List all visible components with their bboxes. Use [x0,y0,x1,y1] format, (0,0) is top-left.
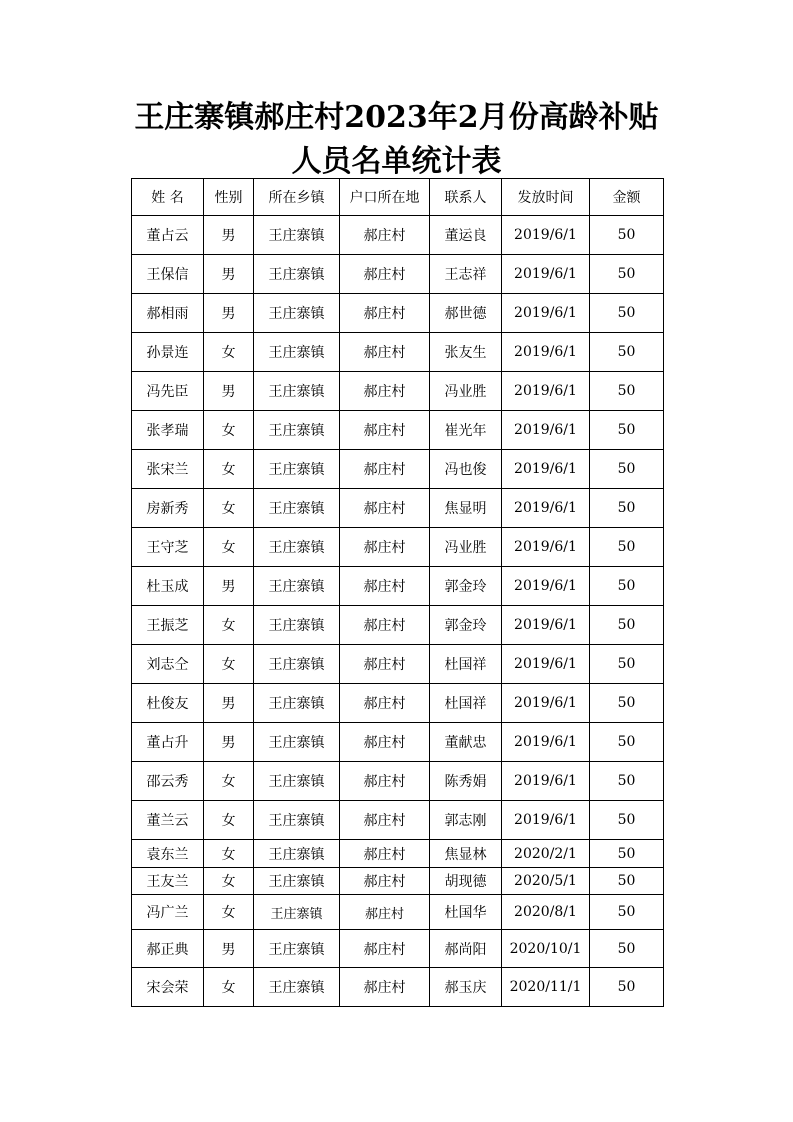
cell-gender: 男 [204,567,254,606]
cell-issue-date: 2019/6/1 [502,411,590,450]
cell-household: 郝庄村 [340,567,430,606]
cell-amount: 50 [590,645,664,684]
cell-town: 王庄寨镇 [254,489,340,528]
cell-household: 郝庄村 [340,255,430,294]
header-household-registration: 户口所在地 [340,179,430,216]
cell-name: 董兰云 [132,801,204,840]
cell-gender: 女 [204,840,254,868]
table-row [132,930,664,968]
cell-town: 王庄寨镇 [254,450,340,489]
cell-contact: 董献忠 [430,723,502,762]
cell-household: 郝庄村 [340,868,430,895]
cell-gender: 女 [204,528,254,567]
cell-gender: 女 [204,895,254,930]
cell-issue-date: 2020/8/1 [502,895,590,930]
cell-town: 王庄寨镇 [254,968,340,1007]
cell-town: 王庄寨镇 [254,567,340,606]
cell-issue-date: 2019/6/1 [502,294,590,333]
cell-town: 王庄寨镇 [254,801,340,840]
cell-town: 王庄寨镇 [254,868,340,895]
cell-contact: 王志祥 [430,255,502,294]
cell-town: 王庄寨镇 [254,645,340,684]
cell-contact: 郝玉庆 [430,968,502,1007]
cell-amount: 50 [590,489,664,528]
cell-issue-date: 2020/11/1 [502,968,590,1007]
cell-amount: 50 [590,606,664,645]
cell-household: 郝庄村 [340,930,430,968]
cell-amount: 50 [590,801,664,840]
table-row [132,606,664,645]
cell-household: 郝庄村 [340,840,430,868]
cell-issue-date: 2019/6/1 [502,489,590,528]
cell-household: 郝庄村 [340,895,430,930]
cell-issue-date: 2019/6/1 [502,606,590,645]
cell-name: 王保信 [132,255,204,294]
cell-amount: 50 [590,567,664,606]
cell-issue-date: 2019/6/1 [502,684,590,723]
cell-amount: 50 [590,450,664,489]
cell-gender: 女 [204,968,254,1007]
cell-household: 郝庄村 [340,723,430,762]
cell-household: 郝庄村 [340,801,430,840]
cell-issue-date: 2019/6/1 [502,528,590,567]
cell-issue-date: 2019/6/1 [502,645,590,684]
cell-gender: 女 [204,645,254,684]
cell-name: 张宋兰 [132,450,204,489]
cell-gender: 女 [204,489,254,528]
table-header-row [132,179,664,216]
cell-gender: 女 [204,868,254,895]
table-row [132,567,664,606]
cell-name: 房新秀 [132,489,204,528]
cell-issue-date: 2019/6/1 [502,333,590,372]
header-town: 所在乡镇 [254,179,340,216]
cell-amount: 50 [590,294,664,333]
cell-issue-date: 2020/5/1 [502,868,590,895]
table-row [132,294,664,333]
table-row [132,528,664,567]
cell-town: 王庄寨镇 [254,333,340,372]
cell-gender: 男 [204,216,254,255]
cell-town: 王庄寨镇 [254,723,340,762]
cell-household: 郝庄村 [340,372,430,411]
cell-town: 王庄寨镇 [254,411,340,450]
cell-household: 郝庄村 [340,450,430,489]
table-row [132,868,664,895]
cell-gender: 男 [204,684,254,723]
table-row [132,840,664,868]
table-row [132,762,664,801]
cell-name: 杜俊友 [132,684,204,723]
cell-name: 杜玉成 [132,567,204,606]
cell-amount: 50 [590,684,664,723]
cell-issue-date: 2019/6/1 [502,372,590,411]
cell-contact: 冯业胜 [430,372,502,411]
cell-amount: 50 [590,372,664,411]
cell-town: 王庄寨镇 [254,930,340,968]
cell-issue-date: 2019/6/1 [502,216,590,255]
cell-contact: 郭金玲 [430,567,502,606]
cell-contact: 董运良 [430,216,502,255]
cell-town: 王庄寨镇 [254,684,340,723]
cell-gender: 女 [204,762,254,801]
cell-name: 王守芝 [132,528,204,567]
cell-issue-date: 2019/6/1 [502,450,590,489]
cell-name: 刘志仝 [132,645,204,684]
cell-household: 郝庄村 [340,411,430,450]
cell-issue-date: 2019/6/1 [502,723,590,762]
cell-contact: 崔光年 [430,411,502,450]
cell-amount: 50 [590,762,664,801]
cell-contact: 冯也俊 [430,450,502,489]
table-row [132,968,664,1007]
cell-amount: 50 [590,895,664,930]
cell-name: 董占升 [132,723,204,762]
cell-household: 郝庄村 [340,684,430,723]
cell-issue-date: 2019/6/1 [502,567,590,606]
cell-name: 郝正典 [132,930,204,968]
page-title-line-2: 人员名单统计表 [291,144,502,179]
cell-contact: 焦显林 [430,840,502,868]
cell-issue-date: 2020/2/1 [502,840,590,868]
cell-gender: 男 [204,255,254,294]
cell-town: 王庄寨镇 [254,606,340,645]
cell-town: 王庄寨镇 [254,895,340,930]
cell-town: 王庄寨镇 [254,255,340,294]
table-row [132,895,664,930]
cell-household: 郝庄村 [340,528,430,567]
cell-contact: 焦显明 [430,489,502,528]
cell-town: 王庄寨镇 [254,216,340,255]
page-title-line-1: 王庄寨镇郝庄村2023年2月份高龄补贴 [134,100,659,135]
cell-household: 郝庄村 [340,762,430,801]
cell-gender: 女 [204,333,254,372]
cell-name: 王友兰 [132,868,204,895]
table-row [132,723,664,762]
cell-contact: 杜国祥 [430,645,502,684]
cell-contact: 陈秀娟 [430,762,502,801]
header-contact: 联系人 [430,179,502,216]
table-row [132,372,664,411]
cell-name: 孙景连 [132,333,204,372]
table-row [132,333,664,372]
header-amount: 金额 [590,179,664,216]
cell-name: 郝相雨 [132,294,204,333]
table-row [132,684,664,723]
cell-amount: 50 [590,723,664,762]
cell-amount: 50 [590,255,664,294]
cell-name: 冯先臣 [132,372,204,411]
header-gender: 性别 [204,179,254,216]
cell-name: 张孝瑞 [132,411,204,450]
cell-contact: 杜国祥 [430,684,502,723]
cell-name: 宋会荣 [132,968,204,1007]
cell-household: 郝庄村 [340,606,430,645]
cell-household: 郝庄村 [340,489,430,528]
cell-amount: 50 [590,968,664,1007]
table-row [132,411,664,450]
subsidy-table [131,178,664,1007]
cell-gender: 女 [204,801,254,840]
cell-contact: 胡现德 [430,868,502,895]
cell-household: 郝庄村 [340,216,430,255]
cell-amount: 50 [590,333,664,372]
cell-issue-date: 2019/6/1 [502,255,590,294]
cell-gender: 男 [204,372,254,411]
cell-household: 郝庄村 [340,645,430,684]
cell-town: 王庄寨镇 [254,840,340,868]
cell-gender: 男 [204,930,254,968]
cell-name: 冯广兰 [132,895,204,930]
header-issue-date: 发放时间 [502,179,590,216]
cell-gender: 女 [204,411,254,450]
cell-amount: 50 [590,411,664,450]
cell-town: 王庄寨镇 [254,762,340,801]
header-name: 姓 名 [132,179,204,216]
cell-amount: 50 [590,528,664,567]
table-row [132,489,664,528]
cell-contact: 郭金玲 [430,606,502,645]
cell-name: 袁东兰 [132,840,204,868]
cell-issue-date: 2020/10/1 [502,930,590,968]
cell-gender: 女 [204,606,254,645]
cell-town: 王庄寨镇 [254,528,340,567]
cell-household: 郝庄村 [340,294,430,333]
cell-gender: 女 [204,450,254,489]
table-row [132,216,664,255]
cell-issue-date: 2019/6/1 [502,762,590,801]
cell-town: 王庄寨镇 [254,294,340,333]
cell-town: 王庄寨镇 [254,372,340,411]
cell-issue-date: 2019/6/1 [502,801,590,840]
cell-amount: 50 [590,868,664,895]
table-row [132,450,664,489]
cell-household: 郝庄村 [340,968,430,1007]
table-row [132,801,664,840]
cell-amount: 50 [590,216,664,255]
cell-contact: 张友生 [430,333,502,372]
cell-contact: 郝尚阳 [430,930,502,968]
cell-gender: 男 [204,723,254,762]
cell-name: 董占云 [132,216,204,255]
cell-household: 郝庄村 [340,333,430,372]
cell-contact: 冯业胜 [430,528,502,567]
cell-amount: 50 [590,840,664,868]
table-row [132,645,664,684]
cell-amount: 50 [590,930,664,968]
cell-name: 邵云秀 [132,762,204,801]
cell-contact: 杜国华 [430,895,502,930]
cell-contact: 郭志刚 [430,801,502,840]
cell-contact: 郝世德 [430,294,502,333]
cell-gender: 男 [204,294,254,333]
cell-name: 王振芝 [132,606,204,645]
table-row [132,255,664,294]
